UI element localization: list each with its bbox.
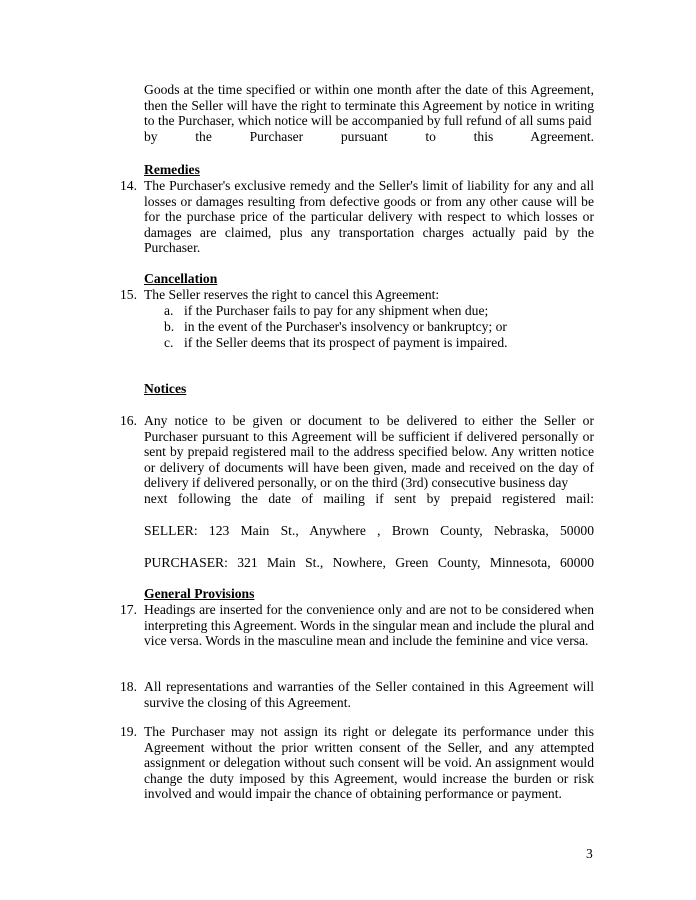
clause-17 — [120, 602, 594, 649]
item-letter: c. — [164, 335, 174, 350]
seller-address: SELLER: 123 Main St., Anywhere , Brown County, Nebraska, 50000 — [144, 523, 594, 538]
clause-last-line: next following the date of mailing if sent by prepaid registered mail: — [144, 490, 594, 506]
clause-text: Any notice to be given or document to be delivered to either the Seller or Purchaser pursuant to this Agreement will be sufficient if delivered personally or sent by prepaid registered mail to the address specified below. Any written notice or delivery of documents will have been given, made and received on the day of delivery if delivered personally, or on the third (3rd) consecutive business day — [144, 413, 594, 491]
clause-15 — [120, 287, 594, 303]
item-text: if the Seller deems that its prospect of payment is impaired. — [184, 335, 508, 350]
continuation-last-line: by the Purchaser pursuant to this Agreement. — [144, 128, 594, 144]
clause-number: 15. — [120, 287, 137, 302]
remedies-heading: Remedies — [144, 162, 200, 177]
clause-text: The Purchaser's exclusive remedy and the Seller's limit of liability for any and all losses or damages resulting from defective goods or from any other cause will be for the purchase price of the particular delivery with respect to which losses or damages are claimed, plus any transportation charges actually paid by the Purchaser. — [144, 178, 594, 256]
clause-number: 19. — [120, 724, 137, 739]
purchaser-address: PURCHASER: 321 Main St., Nowhere, Green County, Minnesota, 60000 — [144, 555, 594, 570]
item-text: in the event of the Purchaser's insolvency or bankruptcy; or — [184, 319, 507, 334]
clause-text: Headings are inserted for the convenience only and are not to be considered when interpreting this Agreement. Words in the singular mean and include the plural and vice versa. Words in the masculine mean and include the feminine and vice versa. — [144, 602, 594, 649]
clause-number: 17. — [120, 602, 137, 617]
clause-16 — [120, 413, 594, 507]
continuation-text: Goods at the time specified or within one month after the date of this Agreement, then the Seller will have the right to terminate this Agreement by notice in writing to the Purchaser, which notice will be accompanied by full refund of all sums paid — [144, 82, 594, 129]
item-letter: a. — [164, 303, 174, 318]
clause-19 — [120, 724, 594, 802]
item-text: if the Purchaser fails to pay for any shipment when due; — [184, 303, 489, 318]
cancellation-heading: Cancellation — [144, 271, 218, 286]
cancellation-item — [164, 335, 594, 351]
clause-number: 16. — [120, 413, 137, 428]
clause-text: The Seller reserves the right to cancel this Agreement: — [144, 287, 440, 302]
cancellation-item — [164, 303, 594, 319]
clause-text: All representations and warranties of the Seller contained in this Agreement will survive the closing of this Agreement. — [144, 679, 594, 710]
notices-heading: Notices — [144, 381, 187, 396]
cancellation-item — [164, 319, 594, 335]
clause-text: The Purchaser may not assign its right or delegate its performance under this Agreement without the prior written consent of the Seller, and any attempted assignment or delegation without such consent will be void. An assignment would change the duty imposed by this Agreement, would increase the burden or risk involved and would impair the chance of obtaining performance or payment. — [144, 724, 594, 802]
general-provisions-heading: General Provisions — [144, 586, 255, 601]
page-number: 3 — [586, 846, 593, 861]
clause-number: 18. — [120, 679, 137, 694]
clause-18 — [120, 679, 594, 710]
clause-number: 14. — [120, 178, 137, 193]
item-letter: b. — [164, 319, 175, 334]
continuation-paragraph — [144, 82, 594, 144]
clause-14 — [120, 178, 594, 256]
